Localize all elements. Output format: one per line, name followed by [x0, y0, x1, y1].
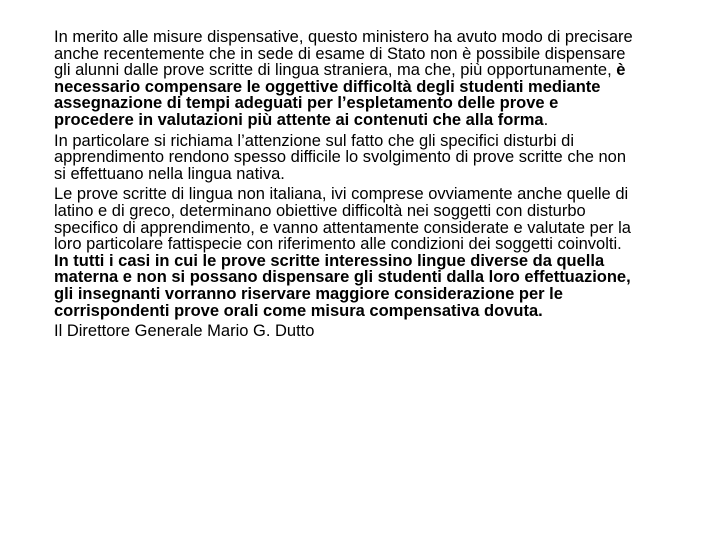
paragraph-bold-text: è necessario compensare le oggettive difficoltà degli studenti mediante assegnazione di tempi adeguati per l’espletamento delle prove e procedere in valutazioni più attente ai contenuti che alla forma [54, 61, 626, 129]
signature-text: Il Direttore Generale Mario G. Dutto [54, 322, 315, 341]
paragraph-foreign-language-tests [54, 186, 634, 319]
document-body [54, 29, 634, 344]
paragraph-text: In merito alle misure dispensative, questo ministero ha avuto modo di precisare anche recentemente che in sede di esame di Stato non è possibile dispensare gli alunni dalle prove scritte di lingua straniera, ma che, più opportunamente, [54, 28, 633, 80]
paragraph-tail: . [543, 110, 549, 129]
paragraph-text: In particolare si richiama l’attenzione sul fatto che gli specifici disturbi di apprendimento rendono spesso difficile lo svolgimento di prove scritte che non si effettuano nella lingua nativa. [54, 131, 627, 183]
signature [54, 323, 634, 340]
paragraph-learning-disorders [54, 133, 634, 183]
paragraph-bold-text: In tutti i casi in cui le prove scritte interessino lingue diverse da quella materna e non si possano dispensare gli studenti dalla loro effettuazione, gli insegnanti vorranno riservare maggiore considerazione per le corrispondenti prove orali come misura compensativa dovuta. [54, 251, 631, 320]
paragraph-text: Le prove scritte di lingua non italiana, ivi comprese ovviamente anche quelle di latino e di greco, determinano obiettive difficoltà nei soggetti con disturbo specifico di apprendimento, e vanno attentamente considerate e valutate per la loro particolare fattispecie con riferimento alle condizioni dei soggetti coinvolti. [54, 185, 631, 254]
paragraph-dispensative-measures [54, 29, 634, 129]
